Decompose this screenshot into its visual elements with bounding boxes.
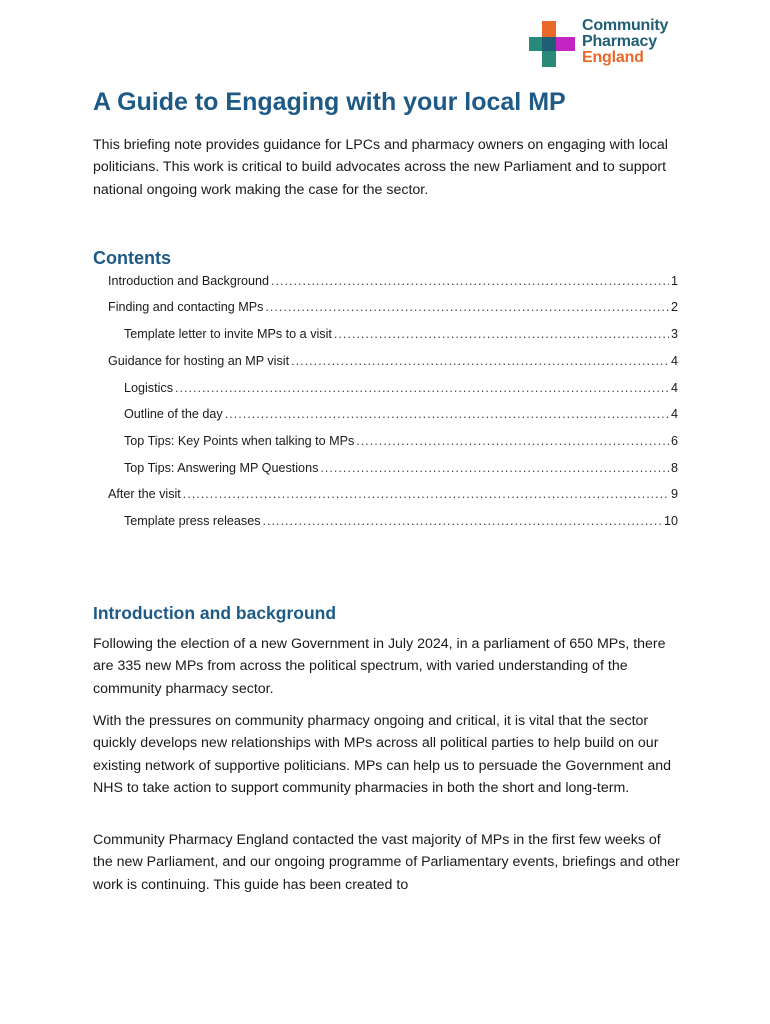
toc-leader	[291, 354, 669, 368]
community-pharmacy-england-logo	[529, 18, 699, 68]
body-paragraph: With the pressures on community pharmacy ongoing and critical, it is vital that the sector quickly develops new relationships with MPs across all political parties to help build on our existing network of supportive politicians. MPs can help us to persuade the Government and NHS to take action to support community pharmacies in both the short and long-term.	[93, 713, 672, 796]
toc-entry-key-points[interactable]	[124, 434, 678, 454]
logo-cross-icon	[529, 21, 575, 67]
toc-entry-label: Template press releases	[124, 514, 261, 528]
toc-leader	[356, 434, 669, 448]
toc-leader	[225, 407, 669, 421]
body-paragraph: Following the election of a new Government in July 2024, in a parliament of 650 MPs, there are 335 new MPs from across the political spectrum, with varied understanding of the community pharmacy sector.	[93, 636, 666, 697]
logo-line-2: Pharmacy	[582, 33, 657, 50]
toc-entry-hosting-visit[interactable]	[108, 354, 678, 374]
intro-paragraph: This briefing note provides guidance for LPCs and pharmacy owners on engaging with local politicians. This work is critical to build advocates across the new Parliament and to support national ongoing work making the case for the sector.	[93, 137, 668, 198]
toc-entry-introduction[interactable]	[108, 274, 678, 294]
toc-entry-page: 10	[663, 514, 678, 528]
toc-entry-label: Guidance for hosting an MP visit	[108, 354, 290, 368]
contents-heading: Contents	[93, 248, 171, 268]
toc-entry-label: Finding and contacting MPs	[108, 300, 264, 314]
logo-line-1: Community	[582, 17, 669, 34]
toc-leader	[263, 514, 662, 528]
toc-entry-label: Outline of the day	[124, 407, 223, 421]
logo-line-3: England	[582, 49, 644, 66]
toc-entry-page: 8	[670, 461, 678, 475]
toc-entry-page: 4	[670, 407, 678, 421]
toc-entry-page: 4	[670, 381, 678, 395]
toc-entry-label: Template letter to invite MPs to a visit	[124, 327, 332, 341]
toc-entry-template-letter[interactable]	[124, 327, 678, 347]
toc-entry-answering-questions[interactable]	[124, 461, 678, 481]
toc-entry-page: 4	[670, 354, 678, 368]
toc-entry-finding-mps[interactable]	[108, 300, 678, 320]
toc-entry-label: After the visit	[108, 487, 181, 501]
toc-entry-page: 1	[670, 274, 678, 288]
toc-entry-page: 2	[670, 300, 678, 314]
toc-leader	[334, 327, 669, 341]
toc-entry-label: Top Tips: Key Points when talking to MPs	[124, 434, 355, 448]
document-title: A Guide to Engaging with your local MP	[93, 88, 566, 116]
toc-entry-outline[interactable]	[124, 407, 678, 427]
toc-entry-after-visit[interactable]	[108, 487, 678, 507]
toc-leader	[271, 274, 669, 288]
toc-entry-label: Logistics	[124, 381, 173, 395]
toc-entry-page: 9	[670, 487, 678, 501]
toc-entry-page: 6	[670, 434, 678, 448]
toc-leader	[265, 300, 669, 314]
toc-entry-label: Top Tips: Answering MP Questions	[124, 461, 319, 475]
toc-leader	[175, 381, 669, 395]
toc-entry-page: 3	[670, 327, 678, 341]
toc-leader	[320, 461, 669, 475]
logo-wordmark	[582, 18, 668, 66]
toc-entry-label: Introduction and Background	[108, 274, 270, 288]
toc-entry-logistics[interactable]	[124, 381, 678, 401]
toc-entry-press-releases[interactable]	[124, 514, 678, 534]
section-heading: Introduction and background	[93, 603, 337, 623]
toc-leader	[183, 487, 669, 501]
body-paragraph: Community Pharmacy England contacted the vast majority of MPs in the first few weeks of the new Parliament, and our ongoing programme of Parliamentary events, briefings and other work is continuing. This guide has been created to	[93, 832, 680, 893]
